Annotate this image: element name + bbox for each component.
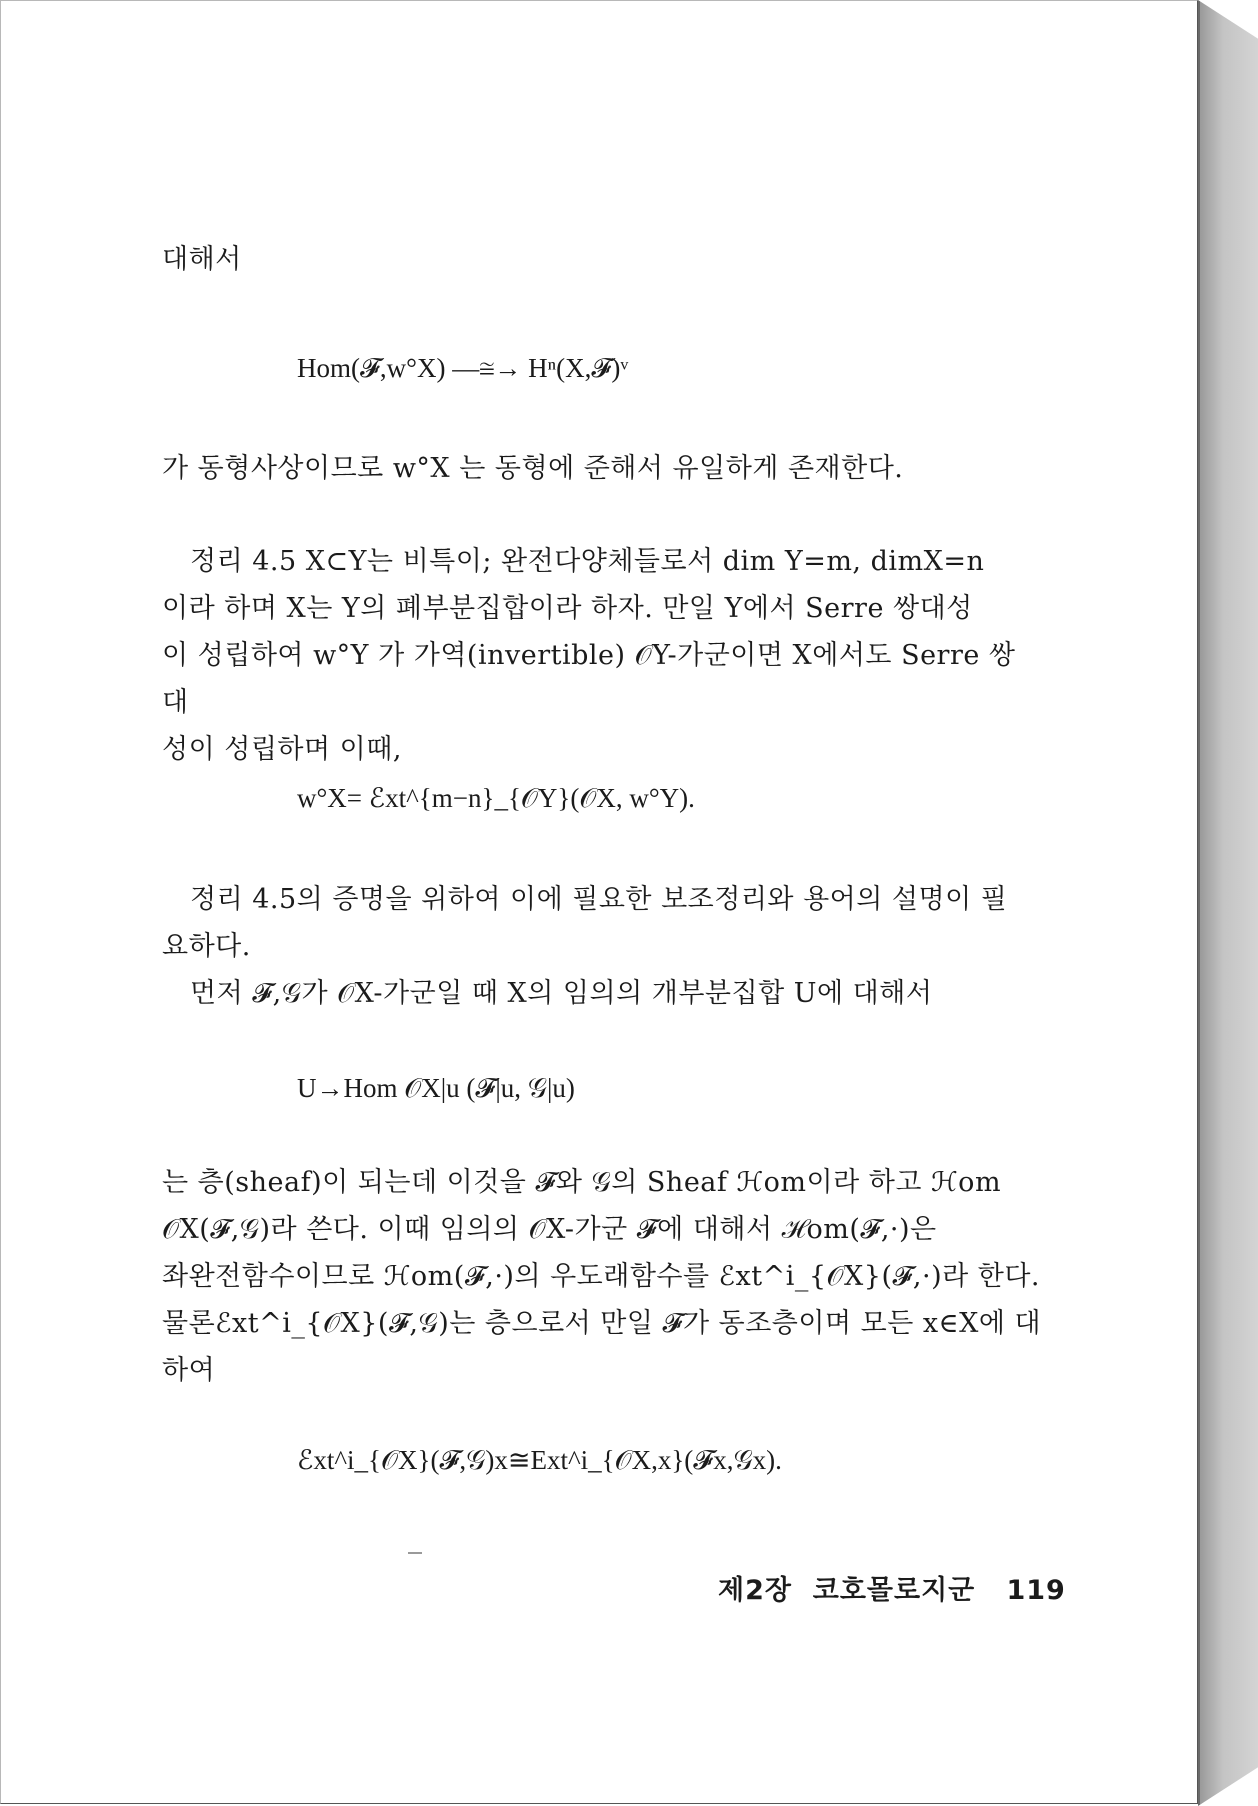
book-spine xyxy=(1198,0,1258,1806)
theorem-line: 성이 성립하며 이때, xyxy=(162,734,402,765)
text-line: 는 층(sheaf)이 되는데 이것을 𝓕와 𝒢의 Sheaf ℋom이라 하고 ℋom xyxy=(162,1167,1002,1198)
page-footer xyxy=(718,1568,1066,1607)
page-number: 119 xyxy=(1006,1575,1066,1606)
chapter-title: 코호몰로지군 xyxy=(812,1575,976,1606)
text-line: 가 동형사상이므로 w°X 는 동형에 준해서 유일하게 존재한다. xyxy=(162,453,904,484)
text-line: 물론ℰxt^i_{𝒪X}(𝓕,𝒢)는 층으로서 만일 𝓕가 동조층이며 모든 x∈X에 대 xyxy=(162,1308,1042,1339)
text-line: 좌완전함수이므로 ℋom(𝓕,·)의 우도래함수를 ℰxt^i_{𝒪X}(𝓕,·)라 한다. xyxy=(162,1261,1041,1292)
text-line: 하여 xyxy=(162,1355,216,1386)
text-line: 대해서 xyxy=(162,244,242,275)
theorem-line: 이 성립하여 w°Y 가 가역(invertible) 𝒪Y-가군이면 X에서도 Serre 쌍대 xyxy=(162,640,1016,718)
text-line: 요하다. xyxy=(162,931,251,962)
text-line: 𝒪X(𝓕,𝒢)라 쓴다. 이때 임의의 𝒪X-가군 𝓕에 대해서 ℋom(𝓕,·)은 xyxy=(162,1214,937,1245)
chapter-label: 제2장 xyxy=(718,1575,792,1606)
text-line: 먼저 𝓕,𝒢가 𝒪X-가군일 때 X의 임의의 개부분집합 U에 대해서 xyxy=(190,978,933,1009)
theorem-4-5 xyxy=(162,538,1042,773)
equation-hom-sheaf: U→Hom 𝒪X|u (𝓕|u, 𝒢|u) xyxy=(297,1073,575,1103)
theorem-line: 이라 하며 X는 Y의 폐부분집합이라 하자. 만일 Y에서 Serre 쌍대성 xyxy=(162,593,973,624)
equation-dualizing-sheaf: w°X= ℰxt^{m−n}_{𝒪Y}(𝒪X, w°Y). xyxy=(297,783,695,813)
theorem-line: 정리 4.5 X⊂Y는 비특이; 완전다양체들로서 dim Y=m, dimX=n xyxy=(190,546,985,577)
scan-mark xyxy=(408,1552,422,1554)
paragraph-sheaf-hom xyxy=(162,1159,1042,1394)
paragraph-proof-intro xyxy=(162,876,1042,1017)
equation-hom-isomorphism: Hom(𝓕,w°X) —≅→ Hⁿ(X,𝓕)ᵛ xyxy=(297,353,629,383)
equation-ext-stalk: ℰxt^i_{𝒪X}(𝓕,𝒢)x≅Ext^i_{𝒪X,x}(𝓕x,𝒢x). xyxy=(297,1445,782,1475)
text-line: 정리 4.5의 증명을 위하여 이에 필요한 보조정리와 용어의 설명이 필 xyxy=(190,884,1008,915)
